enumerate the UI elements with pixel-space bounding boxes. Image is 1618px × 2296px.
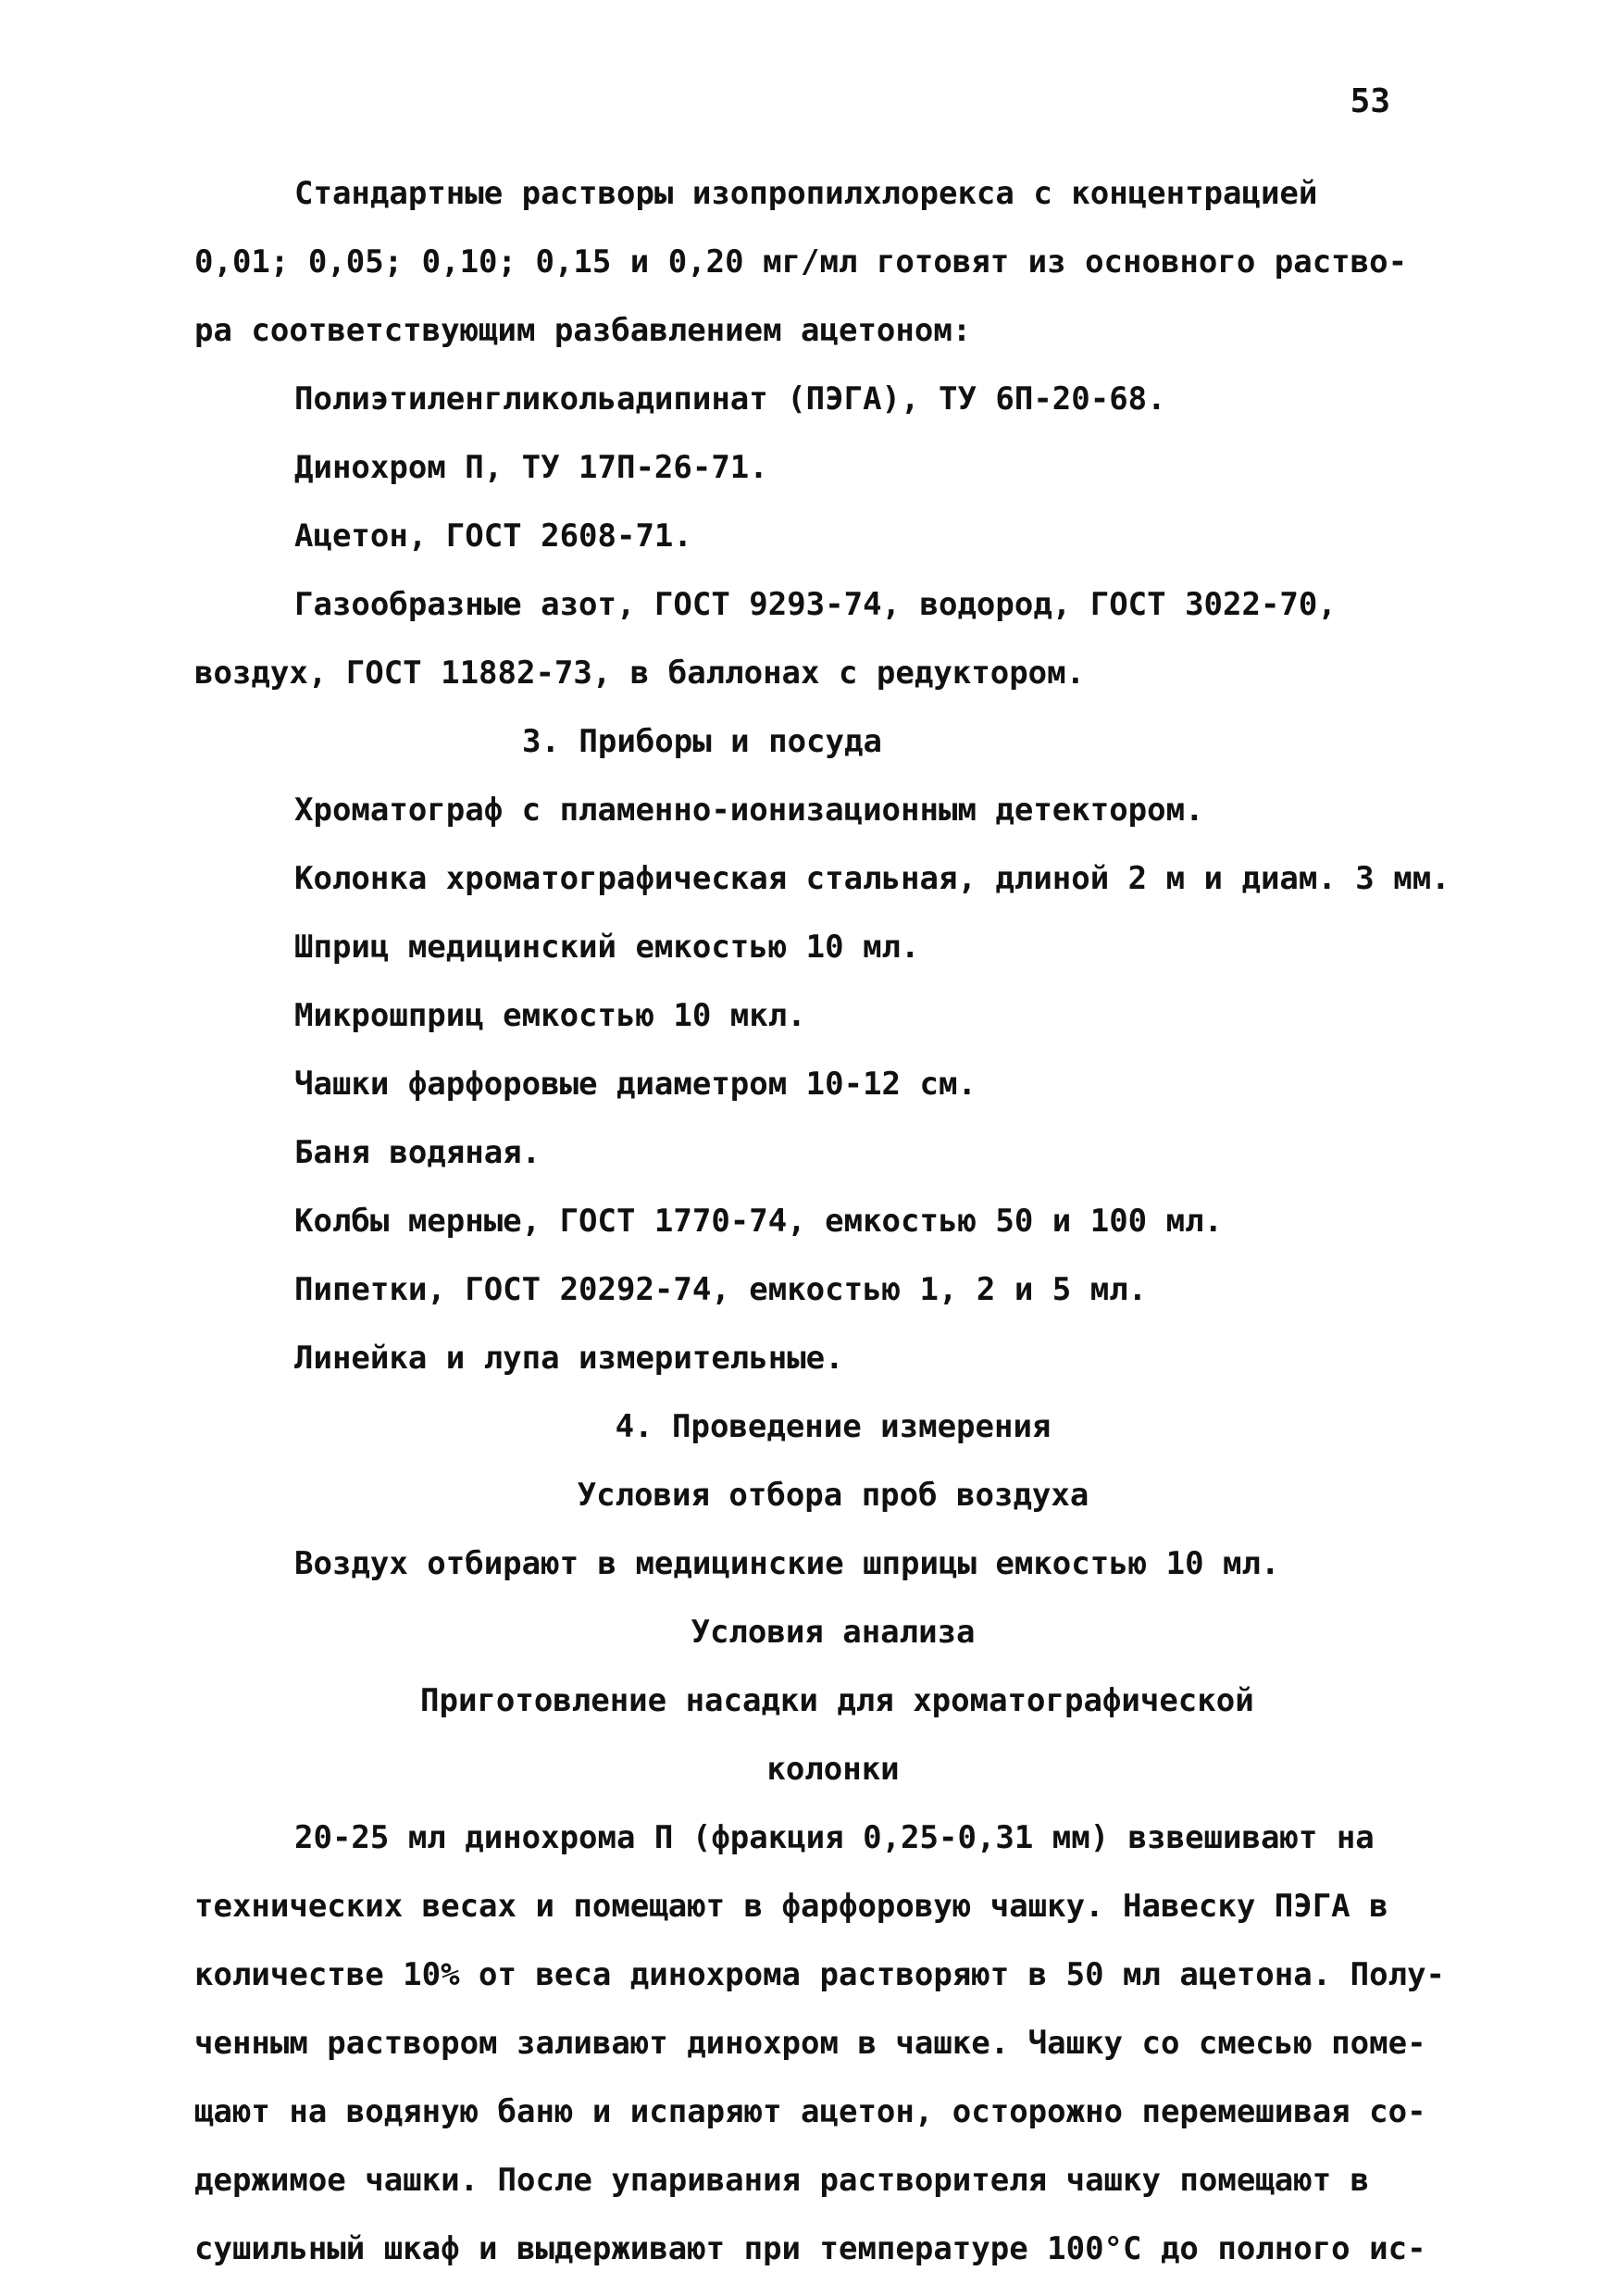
text-line: 0,01; 0,05; 0,10; 0,15 и 0,20 мг/мл готовят из основного раство- <box>194 243 1408 281</box>
text-line: ра соответствующим разбавлением ацетоном: <box>194 312 972 349</box>
paragraph-line: Полиэтиленгликольадипинат (ПЭГА), ТУ 6П-20-68. <box>294 381 1166 418</box>
paragraph-line: 20-25 мл динохрома П (фракция 0,25-0,31 мм) взвешивают на <box>294 1819 1375 1856</box>
section-heading: колонки <box>766 1751 900 1788</box>
section-heading: 4. Проведение измерения <box>615 1408 1052 1445</box>
paragraph-line: Колбы мерные, ГОСТ 1770-74, емкостью 50 и 100 мл. <box>294 1203 1224 1240</box>
paragraph-line: Шприц медицинский емкостью 10 мл. <box>294 929 920 966</box>
paragraph-line: Динохром П, ТУ 17П-26-71. <box>294 449 768 486</box>
paragraph-line: Колонка хроматографическая стальная, длиной 2 м и диам. 3 мм. <box>294 860 1450 897</box>
paragraph-line: Стандартные растворы изопропилхлорекса с концентрацией <box>294 175 1318 212</box>
text-line: сушильный шкаф и выдерживают при температуре 100°С до полного ис- <box>194 2230 1426 2267</box>
text-line: держимое чашки. После упаривания растворителя чашку помещают в <box>194 2162 1370 2199</box>
subsection-heading: Приготовление насадки для хроматографической <box>420 1682 1254 1719</box>
paragraph-line: Хроматограф с пламенно-ионизационным детектором. <box>294 792 1204 829</box>
section-heading: Условия отбора проб воздуха <box>577 1477 1089 1514</box>
paragraph-line: Микрошприц емкостью 10 мкл. <box>294 997 806 1034</box>
paragraph-line: Газообразные азот, ГОСТ 9293-74, водород, ГОСТ 3022-70, <box>294 586 1337 623</box>
text-line: ченным раствором заливают динохром в чашке. Чашку со смесью поме- <box>194 2025 1426 2062</box>
paragraph-line: Воздух отбирают в медицинские шприцы емкостью 10 мл. <box>294 1545 1280 1582</box>
section-heading: Условия анализа <box>691 1614 976 1651</box>
section-heading: 3. Приборы и посуда <box>522 723 882 760</box>
text-line: щают на водяную баню и испаряют ацетон, осторожно перемешивая со- <box>194 2093 1426 2130</box>
text-line: воздух, ГОСТ 11882-73, в баллонах с редуктором. <box>194 655 1086 692</box>
text-line: технических весах и помещают в фарфоровую чашку. Навеску ПЭГА в <box>194 1888 1388 1925</box>
text-line: количестве 10% от веса динохрома растворяют в 50 мл ацетона. Полу- <box>194 1956 1446 1993</box>
paragraph-line: Чашки фарфоровые диаметром 10-12 см. <box>294 1066 977 1103</box>
paragraph-line: Линейка и лупа измерительные. <box>294 1340 844 1377</box>
paragraph-line: Пипетки, ГОСТ 20292-74, емкостью 1, 2 и 5 мл. <box>294 1271 1148 1308</box>
body-text <box>194 159 1472 2283</box>
paragraph-line: Баня водяная. <box>294 1134 541 1171</box>
paragraph-line: Ацетон, ГОСТ 2608-71. <box>294 518 692 555</box>
page-number: 53 <box>1350 82 1390 120</box>
